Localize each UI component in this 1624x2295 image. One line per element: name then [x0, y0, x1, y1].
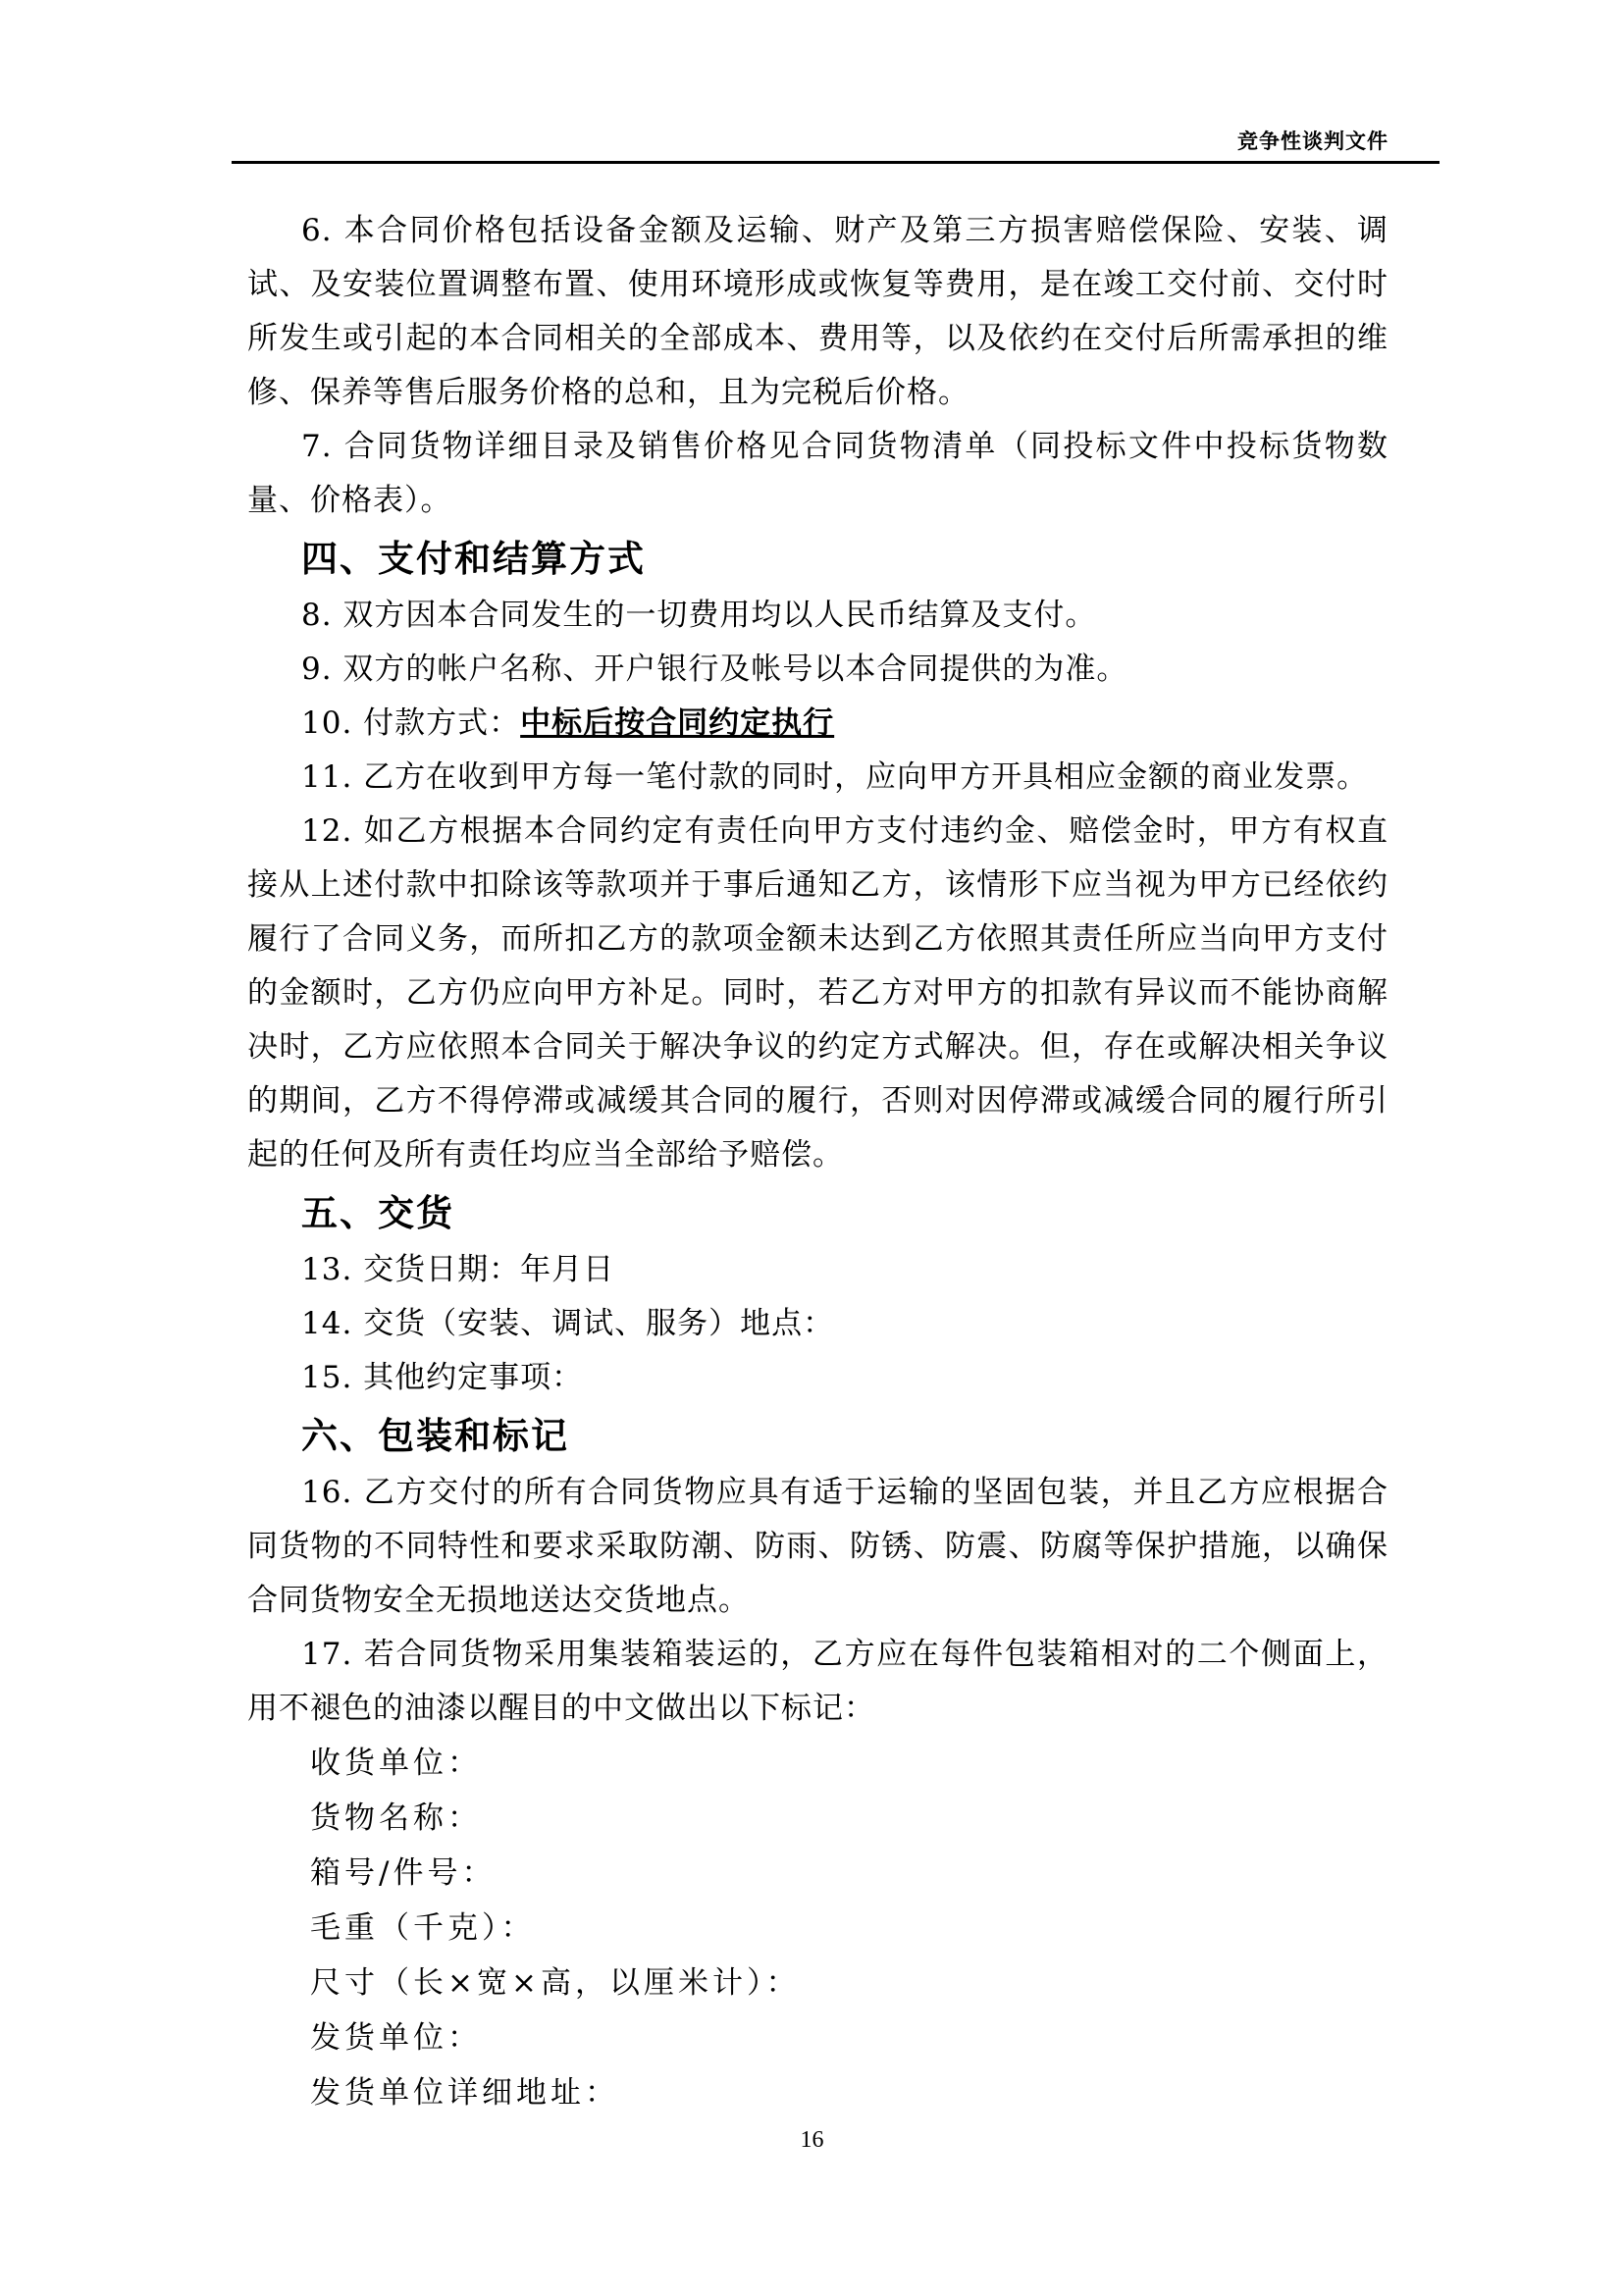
field-goods-name: 货物名称： — [310, 1800, 482, 1836]
header-rule — [232, 161, 1440, 164]
payment-method-value: 中标后按合同约定执行 — [520, 705, 835, 741]
field-shipper-address: 发货单位详细地址： — [310, 2075, 619, 2111]
clause-15: 15. 其他约定事项： — [301, 1360, 584, 1395]
header-title: 竞争性谈判文件 — [1237, 130, 1388, 153]
clause-14: 14. 交货（安装、调试、服务）地点： — [301, 1306, 835, 1341]
field-consignee: 收货单位： — [310, 1746, 482, 1781]
document-body — [247, 204, 1388, 2120]
clause-10 — [247, 697, 1388, 751]
section-heading-delivery: 五、交货 — [301, 1191, 454, 1234]
clause-8: 8. 双方因本合同发生的一切费用均以人民币结算及支付。 — [301, 598, 1097, 633]
clause-10-label: 10. 付款方式： — [301, 705, 521, 741]
page-number: 16 — [800, 2127, 824, 2153]
clause-17: 17. 若合同货物采用集装箱装运的，乙方应在每件包装箱相对的二个侧面上，用不褪色的油漆以醒目的中文做出以下标记： — [247, 1637, 1388, 1726]
section-heading-payment: 四、支付和结算方式 — [301, 537, 646, 580]
clause-16: 16. 乙方交付的所有合同货物应具有适于运输的坚固包装，并且乙方应根据合同货物的不同特性和要求采取防潮、防雨、防锈、防震、防腐等保护措施，以确保合同货物安全无损地送达交货地点。 — [247, 1475, 1388, 1618]
field-dimensions: 尺寸（长×宽×高，以厘米计）： — [310, 1965, 801, 2001]
clause-13: 13. 交货日期：年月日 — [301, 1252, 615, 1287]
field-gross-weight: 毛重（千克）： — [310, 1910, 536, 1946]
section-heading-packaging: 六、包装和标记 — [301, 1414, 569, 1457]
clause-7: 7. 合同货物详细目录及销售价格见合同货物清单（同投标文件中投标货物数量、价格表）。 — [247, 429, 1388, 518]
clause-11: 11. 乙方在收到甲方每一笔付款的同时，应向甲方开具相应金额的商业发票。 — [301, 759, 1369, 795]
clause-6: 6. 本合同价格包括设备金额及运输、财产及第三方损害赔偿保险、安装、调试、及安装位置调整布置、使用环境形成或恢复等费用，是在竣工交付前、交付时所发生或引起的本合同相关的全部成本、费用等，以及依约在交付后所需承担的维修、保养等售后服务价格的总和，且为完税后价格。 — [247, 213, 1388, 410]
clause-12: 12. 如乙方根据本合同约定有责任向甲方支付违约金、赔偿金时，甲方有权直接从上述付款中扣除该等款项并于事后通知乙方，该情形下应当视为甲方已经依约履行了合同义务，而所扣乙方的款项金额未达到乙方依照其责任所应当向甲方支付的金额时，乙方仍应向甲方补足。同时，若乙方对甲方的扣款有异议而不能协商解决时，乙方应依照本合同关于解决争议的约定方式解决。但，存在或解决相关争议的期间，乙方不得停滞或减缓其合同的履行，否则对因停滞或减缓合同的履行所引起的任何及所有责任均应当全部给予赔偿。 — [247, 813, 1388, 1173]
field-shipper: 发货单位： — [310, 2020, 482, 2056]
field-box-number: 箱号/件号： — [310, 1855, 497, 1891]
clause-9: 9. 双方的帐户名称、开户银行及帐号以本合同提供的为准。 — [301, 652, 1128, 687]
